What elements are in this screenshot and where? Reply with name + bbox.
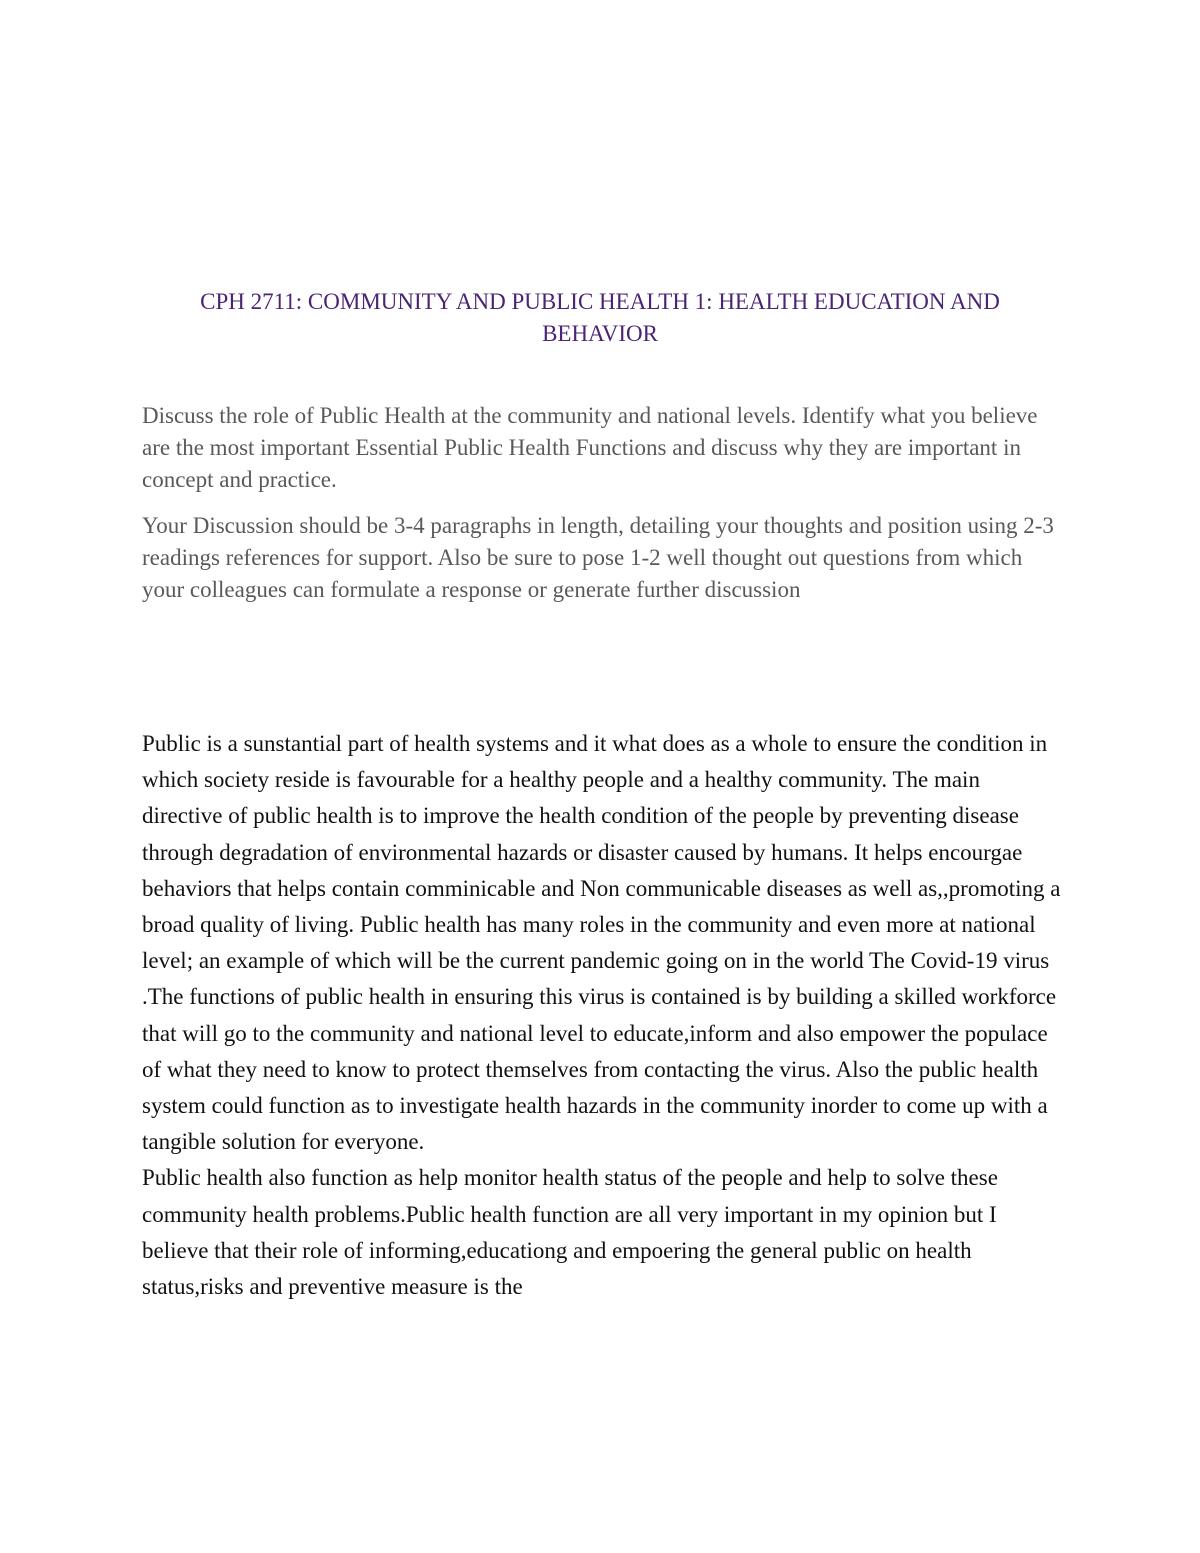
response-paragraph-2: Public health also function as help monitor health status of the people and help to solve these community health problems.Public health function are all very important in my opinion but I believe that their role of informing,educationg and empoering the general public on health status,risks and preventive measure is the	[142, 1165, 998, 1300]
document-title: CPH 2711: COMMUNITY AND PUBLIC HEALTH 1: HEALTH EDUCATION AND BEHAVIOR	[200, 289, 1000, 346]
response-paragraph-1: Public is a sunstantial part of health systems and it what does as a whole to ensure the condition in which society reside is favourable for a healthy people and a healthy community. The main directive of public health is to improve the health condition of the people by preventing disease through degradation of environmental hazards or disaster caused by humans. It helps encourgae behaviors that helps contain comminicable and Non communicable diseases as well as,,promoting a broad quality of living. Public health has many roles in the community and even more at national level; an example of which will be the current pandemic going on in the world The Covid-19 virus .The functions of public health in ensuring this virus is contained is by building a skilled workforce that will go to the community and national level to educate,inform and also empower the populace of what they need to know to protect themselves from contacting the virus. Also the public health system could function as to investigate health hazards in the community inorder to come up with a tangible solution for everyone.	[142, 731, 1061, 1155]
prompt-paragraph-1: Discuss the role of Public Health at the community and national levels. Identify what you believe are the most important Essential Public Health Functions and discuss why they are important in concept and practice.	[142, 403, 1038, 492]
prompt-paragraph-2: Your Discussion should be 3-4 paragraphs in length, detailing your thoughts and position using 2-3 readings references for support. Also be sure to pose 1-2 well thought out questions from which your colleagues can formulate a response or generate further discussion	[142, 513, 1054, 602]
response-body	[142, 726, 1062, 1305]
